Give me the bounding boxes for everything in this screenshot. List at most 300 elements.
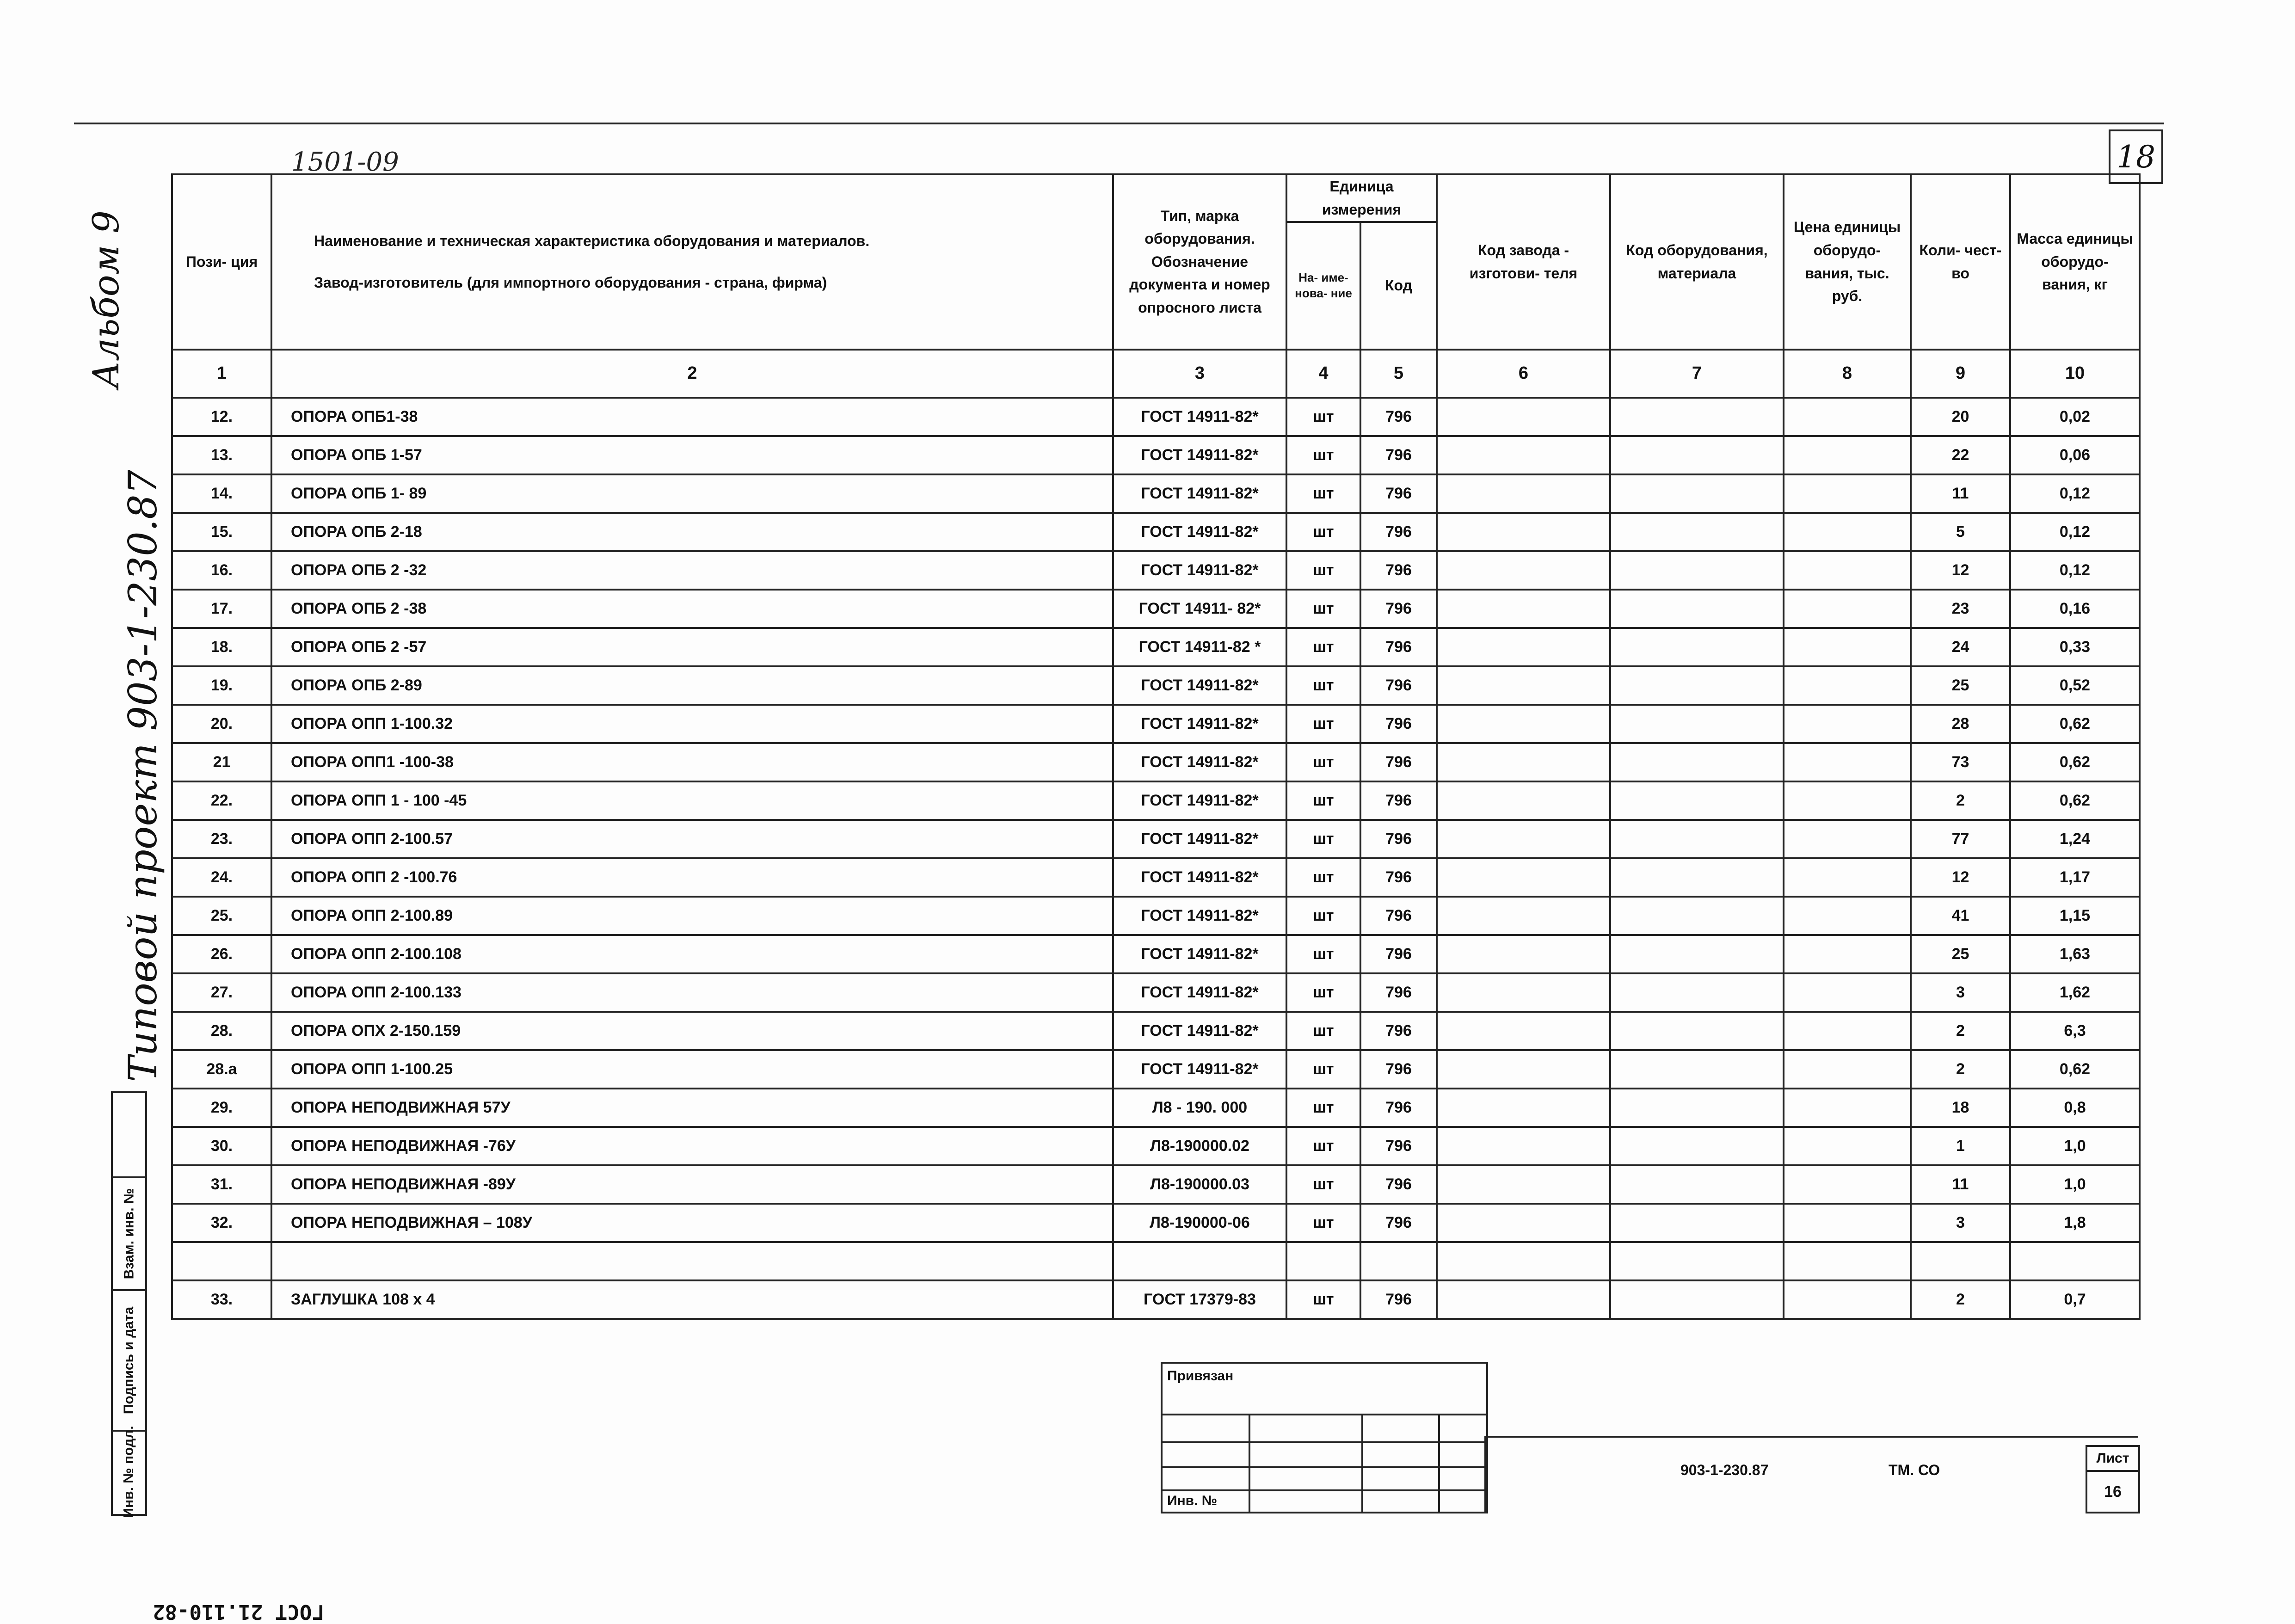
cell-position: 32. — [172, 1204, 271, 1242]
cell-plant-code — [1437, 743, 1610, 781]
cell-unit: шт — [1286, 474, 1360, 513]
cell-position: 17. — [172, 590, 271, 628]
table-row — [172, 628, 2140, 666]
cell-position: 13. — [172, 436, 271, 474]
cell-position: 31. — [172, 1165, 271, 1204]
cell-unit-code: 796 — [1360, 743, 1437, 781]
cell-name: ОПОРА НЕПОДВИЖНАЯ -89У — [271, 1165, 1113, 1204]
cell-unit: шт — [1286, 1012, 1360, 1050]
cell-document: ГОСТ 14911-82* — [1113, 551, 1286, 590]
cell-mass: 0,16 — [2010, 590, 2140, 628]
table-row — [172, 935, 2140, 973]
cell-equipment-code — [1610, 897, 1784, 935]
cell-unit-code: 796 — [1360, 705, 1437, 743]
cell-document: ГОСТ 14911-82* — [1113, 781, 1286, 820]
cell-quantity: 25 — [1911, 666, 2010, 705]
table-row — [172, 513, 2140, 551]
cell-quantity: 22 — [1911, 436, 2010, 474]
cell-quantity: 5 — [1911, 513, 2010, 551]
table-row — [172, 1012, 2140, 1050]
cell-position: 28.а — [172, 1050, 271, 1089]
column-number: 2 — [271, 350, 1113, 398]
cell-quantity: 73 — [1911, 743, 2010, 781]
sheet-number: 18 — [2109, 129, 2163, 184]
cell-price — [1784, 398, 1911, 436]
cell-name: ОПОРА ОПП 1-100.32 — [271, 705, 1113, 743]
table-row — [172, 1089, 2140, 1127]
cell-unit-code: 796 — [1360, 820, 1437, 858]
cell-equipment-code — [1610, 551, 1784, 590]
table-row — [172, 1165, 2140, 1204]
side-stamp-sign-date: Подпись и дата — [113, 1291, 145, 1432]
cell-position: 20. — [172, 705, 271, 743]
cell-plant-code — [1437, 513, 1610, 551]
cell-name: ОПОРА ОПБ 2-89 — [271, 666, 1113, 705]
cell-mass: 0,33 — [2010, 628, 2140, 666]
header-mass: Масса единицы оборудо- вания, кг — [2010, 174, 2140, 350]
side-stamp — [111, 1091, 147, 1516]
cell-quantity: 18 — [1911, 1089, 2010, 1127]
cell-document: ГОСТ 14911-82* — [1113, 398, 1286, 436]
cell-unit: шт — [1286, 781, 1360, 820]
cell-unit-code: 796 — [1360, 513, 1437, 551]
header-plant-code: Код завода - изготови- теля — [1437, 174, 1610, 350]
top-code: 1501-09 — [291, 147, 399, 177]
cell-document: ГОСТ 17379-83 — [1113, 1280, 1286, 1319]
cell-document: Л8 - 190. 000 — [1113, 1089, 1286, 1127]
album-label: Альбом 9 — [86, 210, 127, 388]
doc-mark: ТМ. СО — [1889, 1462, 1940, 1478]
cell-unit: шт — [1286, 590, 1360, 628]
cell-price — [1784, 858, 1911, 897]
cell-price — [1784, 551, 1911, 590]
project-label: Типовой проект 903-1-230.87 — [120, 469, 166, 1082]
cell-position — [172, 1242, 271, 1280]
header-type: Тип, марка оборудования. Обозначение документа и номер опросного листа — [1113, 174, 1286, 350]
cell-name: ОПОРА ОПБ 2-18 — [271, 513, 1113, 551]
cell-plant-code — [1437, 858, 1610, 897]
cell-document — [1113, 1242, 1286, 1280]
cell-unit: шт — [1286, 1204, 1360, 1242]
cell-price — [1784, 935, 1911, 973]
cell-mass: 0,12 — [2010, 513, 2140, 551]
side-stamp-inv-podl: Инв. № подл. — [121, 1426, 136, 1518]
cell-unit: шт — [1286, 628, 1360, 666]
cell-name: ОПОРА ОПП 1-100.25 — [271, 1050, 1113, 1089]
footer-stamp: ГОСТ 21.110-82 — [153, 1600, 324, 1624]
cell-plant-code — [1437, 935, 1610, 973]
cell-equipment-code — [1610, 1050, 1784, 1089]
cell-unit-code: 796 — [1360, 666, 1437, 705]
cell-name: ОПОРА ОПП 2-100.89 — [271, 897, 1113, 935]
cell-quantity: 24 — [1911, 628, 2010, 666]
sheet-cell — [2086, 1445, 2140, 1513]
cell-document: Л8-190000.03 — [1113, 1165, 1286, 1204]
cell-price — [1784, 1127, 1911, 1165]
column-number: 6 — [1437, 350, 1610, 398]
cell-position: 14. — [172, 474, 271, 513]
cell-plant-code — [1437, 1012, 1610, 1050]
cell-plant-code — [1437, 666, 1610, 705]
cell-plant-code — [1437, 628, 1610, 666]
cell-plant-code — [1437, 436, 1610, 474]
cell-quantity: 11 — [1911, 1165, 2010, 1204]
cell-position: 33. — [172, 1280, 271, 1319]
header-quantity: Коли- чест- во — [1911, 174, 2010, 350]
cell-quantity: 12 — [1911, 551, 2010, 590]
cell-plant-code — [1437, 590, 1610, 628]
header-name-main: Наименование и техническая характеристика оборудования и материалов. — [314, 232, 870, 249]
cell-price — [1784, 1050, 1911, 1089]
cell-mass — [2010, 1242, 2140, 1280]
cell-price — [1784, 1089, 1911, 1127]
cell-quantity: 2 — [1911, 781, 2010, 820]
cell-unit-code: 796 — [1360, 398, 1437, 436]
cell-plant-code — [1437, 820, 1610, 858]
cell-name: ОПОРА НЕПОДВИЖНАЯ – 108У — [271, 1204, 1113, 1242]
cell-document: ГОСТ 14911-82 * — [1113, 628, 1286, 666]
cell-document: ГОСТ 14911-82* — [1113, 897, 1286, 935]
cell-position: 30. — [172, 1127, 271, 1165]
cell-plant-code — [1437, 1165, 1610, 1204]
cell-equipment-code — [1610, 513, 1784, 551]
cell-unit-code — [1360, 1242, 1437, 1280]
cell-unit-code: 796 — [1360, 1050, 1437, 1089]
cell-position: 23. — [172, 820, 271, 858]
header-name-sub: Завод-изготовитель (для импортного оборудования - страна, фирма) — [314, 274, 827, 291]
table-row — [172, 1050, 2140, 1089]
cell-equipment-code — [1610, 628, 1784, 666]
cell-equipment-code — [1610, 858, 1784, 897]
cell-unit: шт — [1286, 551, 1360, 590]
cell-unit: шт — [1286, 513, 1360, 551]
cell-mass: 1,62 — [2010, 973, 2140, 1012]
cell-document: ГОСТ 14911-82* — [1113, 935, 1286, 973]
cell-unit-code: 796 — [1360, 858, 1437, 897]
cell-document: ГОСТ 14911-82* — [1113, 858, 1286, 897]
cell-unit-code: 796 — [1360, 1089, 1437, 1127]
cell-price — [1784, 1204, 1911, 1242]
cell-name: ОПОРА ОПП1 -100-38 — [271, 743, 1113, 781]
cell-price — [1784, 897, 1911, 935]
table-body — [172, 398, 2140, 1319]
table-row — [172, 743, 2140, 781]
table-row — [172, 897, 2140, 935]
cell-name: ОПОРА ОПП 2-100.57 — [271, 820, 1113, 858]
cell-unit: шт — [1286, 398, 1360, 436]
cell-price — [1784, 705, 1911, 743]
cell-equipment-code — [1610, 436, 1784, 474]
cell-mass: 0,62 — [2010, 1050, 2140, 1089]
cell-quantity: 25 — [1911, 935, 2010, 973]
cell-document: ГОСТ 14911-82* — [1113, 1012, 1286, 1050]
cell-document: ГОСТ 14911- 82* — [1113, 590, 1286, 628]
cell-document: Л8-190000.02 — [1113, 1127, 1286, 1165]
cell-position: 25. — [172, 897, 271, 935]
cell-position: 28. — [172, 1012, 271, 1050]
cell-plant-code — [1437, 705, 1610, 743]
table-row — [172, 705, 2140, 743]
cell-name: ОПОРА ОПБ 1- 89 — [271, 474, 1113, 513]
cell-quantity: 2 — [1911, 1012, 2010, 1050]
binding-line — [1163, 1414, 1486, 1415]
cell-plant-code — [1437, 474, 1610, 513]
cell-unit-code: 796 — [1360, 1204, 1437, 1242]
cell-mass: 1,8 — [2010, 1204, 2140, 1242]
cell-equipment-code — [1610, 935, 1784, 973]
cell-document: Л8-190000-06 — [1113, 1204, 1286, 1242]
header-equipment-code: Код оборудования, материала — [1610, 174, 1784, 350]
cell-name: ОПОРА ОПП 2 -100.76 — [271, 858, 1113, 897]
cell-price — [1784, 590, 1911, 628]
specification-table — [171, 173, 2141, 1320]
column-number: 1 — [172, 350, 271, 398]
table-row — [172, 436, 2140, 474]
cell-mass: 0,12 — [2010, 551, 2140, 590]
cell-mass: 0,02 — [2010, 398, 2140, 436]
cell-position: 19. — [172, 666, 271, 705]
binding-vline — [1249, 1414, 1250, 1512]
cell-mass: 1,17 — [2010, 858, 2140, 897]
cell-document: ГОСТ 14911-82* — [1113, 1050, 1286, 1089]
cell-mass: 1,15 — [2010, 897, 2140, 935]
cell-unit — [1286, 1242, 1360, 1280]
binding-line — [1163, 1441, 1486, 1443]
column-number: 7 — [1610, 350, 1784, 398]
column-number-row — [172, 350, 2140, 398]
cell-price — [1784, 820, 1911, 858]
header-unit-code: Код — [1360, 222, 1437, 350]
cell-name: ОПОРА ОПБ 1-57 — [271, 436, 1113, 474]
cell-mass: 1,0 — [2010, 1165, 2140, 1204]
column-number: 5 — [1360, 350, 1437, 398]
cell-plant-code — [1437, 1089, 1610, 1127]
header-unit-group: Единица измерения — [1286, 174, 1437, 222]
cell-position: 24. — [172, 858, 271, 897]
table-row — [172, 1242, 2140, 1280]
cell-name: ОПОРА ОПП 2-100.108 — [271, 935, 1113, 973]
header-position: Пози- ция — [172, 174, 271, 350]
cell-equipment-code — [1610, 1012, 1784, 1050]
cell-unit-code: 796 — [1360, 781, 1437, 820]
cell-plant-code — [1437, 897, 1610, 935]
cell-document: ГОСТ 14911-82* — [1113, 474, 1286, 513]
cell-price — [1784, 474, 1911, 513]
column-number: 3 — [1113, 350, 1286, 398]
cell-name: ОПОРА НЕПОДВИЖНАЯ -76У — [271, 1127, 1113, 1165]
cell-plant-code — [1437, 973, 1610, 1012]
column-number: 4 — [1286, 350, 1360, 398]
binding-line — [1163, 1466, 1486, 1468]
cell-quantity: 28 — [1911, 705, 2010, 743]
cell-document: ГОСТ 14911-82* — [1113, 513, 1286, 551]
cell-unit-code: 796 — [1360, 935, 1437, 973]
cell-name: ОПОРА ОПБ 2 -38 — [271, 590, 1113, 628]
cell-unit-code: 796 — [1360, 474, 1437, 513]
cell-price — [1784, 781, 1911, 820]
cell-name: ОПОРА ОПБ 2 -32 — [271, 551, 1113, 590]
cell-position: 29. — [172, 1089, 271, 1127]
binding-title: Привязан — [1167, 1368, 1234, 1384]
cell-price — [1784, 666, 1911, 705]
cell-price — [1784, 628, 1911, 666]
table-row — [172, 551, 2140, 590]
side-stamp-inv-vzam: Взам. инв. № — [113, 1178, 145, 1291]
cell-quantity — [1911, 1242, 2010, 1280]
cell-quantity: 2 — [1911, 1280, 2010, 1319]
cell-mass: 0,52 — [2010, 666, 2140, 705]
cell-document: ГОСТ 14911-82* — [1113, 666, 1286, 705]
cell-unit: шт — [1286, 858, 1360, 897]
cell-document: ГОСТ 14911-82* — [1113, 705, 1286, 743]
cell-document: ГОСТ 14911-82* — [1113, 973, 1286, 1012]
cell-position: 21 — [172, 743, 271, 781]
doc-number: 903-1-230.87 — [1680, 1462, 1769, 1478]
cell-plant-code — [1437, 1280, 1610, 1319]
cell-mass: 0,62 — [2010, 743, 2140, 781]
cell-unit-code: 796 — [1360, 590, 1437, 628]
cell-quantity: 12 — [1911, 858, 2010, 897]
cell-mass: 0,06 — [2010, 436, 2140, 474]
cell-equipment-code — [1610, 1280, 1784, 1319]
cell-position: 27. — [172, 973, 271, 1012]
cell-unit-code: 796 — [1360, 551, 1437, 590]
cell-unit: шт — [1286, 1165, 1360, 1204]
cell-equipment-code — [1610, 474, 1784, 513]
cell-mass: 0,12 — [2010, 474, 2140, 513]
binding-line — [1163, 1489, 1486, 1491]
cell-name: ОПОРА ОПХ 2-150.159 — [271, 1012, 1113, 1050]
cell-name: ОПОРА ОПП 2-100.133 — [271, 973, 1113, 1012]
cell-mass: 0,8 — [2010, 1089, 2140, 1127]
cell-name: ОПОРА ОПБ1-38 — [271, 398, 1113, 436]
table-row — [172, 1280, 2140, 1319]
cell-position: 16. — [172, 551, 271, 590]
cell-plant-code — [1437, 1242, 1610, 1280]
cell-equipment-code — [1610, 781, 1784, 820]
cell-price — [1784, 1280, 1911, 1319]
cell-unit: шт — [1286, 436, 1360, 474]
cell-quantity: 23 — [1911, 590, 2010, 628]
cell-plant-code — [1437, 781, 1610, 820]
cell-unit: шт — [1286, 743, 1360, 781]
cell-equipment-code — [1610, 590, 1784, 628]
cell-equipment-code — [1610, 1242, 1784, 1280]
binding-vline — [1438, 1414, 1440, 1512]
cell-quantity: 1 — [1911, 1127, 2010, 1165]
cell-price — [1784, 1012, 1911, 1050]
cell-equipment-code — [1610, 1165, 1784, 1204]
cell-quantity: 3 — [1911, 1204, 2010, 1242]
column-number: 10 — [2010, 350, 2140, 398]
cell-unit: шт — [1286, 1127, 1360, 1165]
cell-unit: шт — [1286, 935, 1360, 973]
cell-equipment-code — [1610, 1089, 1784, 1127]
header-unit-name: На- име- нова- ние — [1286, 222, 1360, 350]
cell-unit: шт — [1286, 1089, 1360, 1127]
column-number: 8 — [1784, 350, 1911, 398]
binding-inv-label: Инв. № — [1167, 1493, 1218, 1508]
binding-block — [1161, 1362, 1488, 1513]
column-number: 9 — [1911, 350, 2010, 398]
table-row — [172, 666, 2140, 705]
cell-equipment-code — [1610, 666, 1784, 705]
cell-unit-code: 796 — [1360, 897, 1437, 935]
title-block — [1484, 1436, 2138, 1512]
cell-unit: шт — [1286, 973, 1360, 1012]
cell-plant-code — [1437, 1050, 1610, 1089]
table-row — [172, 973, 2140, 1012]
cell-price — [1784, 973, 1911, 1012]
table-row — [172, 590, 2140, 628]
cell-mass: 1,0 — [2010, 1127, 2140, 1165]
cell-mass: 1,63 — [2010, 935, 2140, 973]
cell-name: ОПОРА НЕПОДВИЖНАЯ 57У — [271, 1089, 1113, 1127]
table-row — [172, 1127, 2140, 1165]
cell-unit: шт — [1286, 666, 1360, 705]
table-row — [172, 820, 2140, 858]
cell-document: ГОСТ 14911-82* — [1113, 743, 1286, 781]
cell-plant-code — [1437, 1127, 1610, 1165]
cell-unit-code: 796 — [1360, 1127, 1437, 1165]
cell-plant-code — [1437, 551, 1610, 590]
cell-equipment-code — [1610, 1127, 1784, 1165]
cell-equipment-code — [1610, 398, 1784, 436]
cell-unit: шт — [1286, 705, 1360, 743]
cell-price — [1784, 436, 1911, 474]
sheet-value: 16 — [2104, 1483, 2122, 1501]
header-name — [271, 174, 1113, 350]
cell-position: 15. — [172, 513, 271, 551]
cell-position: 12. — [172, 398, 271, 436]
cell-name: ОПОРА ОПБ 2 -57 — [271, 628, 1113, 666]
cell-unit: шт — [1286, 1280, 1360, 1319]
cell-mass: 1,24 — [2010, 820, 2140, 858]
cell-equipment-code — [1610, 743, 1784, 781]
table-row — [172, 1204, 2140, 1242]
cell-mass: 0,7 — [2010, 1280, 2140, 1319]
cell-price — [1784, 743, 1911, 781]
cell-quantity: 77 — [1911, 820, 2010, 858]
cell-name — [271, 1242, 1113, 1280]
sheet-label: Лист — [2087, 1447, 2138, 1472]
cell-mass: 6,3 — [2010, 1012, 2140, 1050]
cell-unit-code: 796 — [1360, 973, 1437, 1012]
cell-quantity: 41 — [1911, 897, 2010, 935]
cell-unit-code: 796 — [1360, 628, 1437, 666]
cell-position: 26. — [172, 935, 271, 973]
cell-quantity: 3 — [1911, 973, 2010, 1012]
cell-equipment-code — [1610, 973, 1784, 1012]
cell-price — [1784, 1165, 1911, 1204]
cell-name: ЗАГЛУШКА 108 х 4 — [271, 1280, 1113, 1319]
binding-vline — [1361, 1414, 1363, 1512]
table-row — [172, 781, 2140, 820]
cell-mass: 0,62 — [2010, 781, 2140, 820]
side-stamp-empty — [113, 1093, 145, 1178]
cell-unit: шт — [1286, 820, 1360, 858]
cell-unit: шт — [1286, 897, 1360, 935]
cell-unit-code: 796 — [1360, 1165, 1437, 1204]
cell-plant-code — [1437, 398, 1610, 436]
cell-document: ГОСТ 14911-82* — [1113, 820, 1286, 858]
cell-position: 22. — [172, 781, 271, 820]
cell-position: 18. — [172, 628, 271, 666]
table-row — [172, 474, 2140, 513]
cell-quantity: 11 — [1911, 474, 2010, 513]
table-row — [172, 398, 2140, 436]
table-header-row — [172, 174, 2140, 222]
